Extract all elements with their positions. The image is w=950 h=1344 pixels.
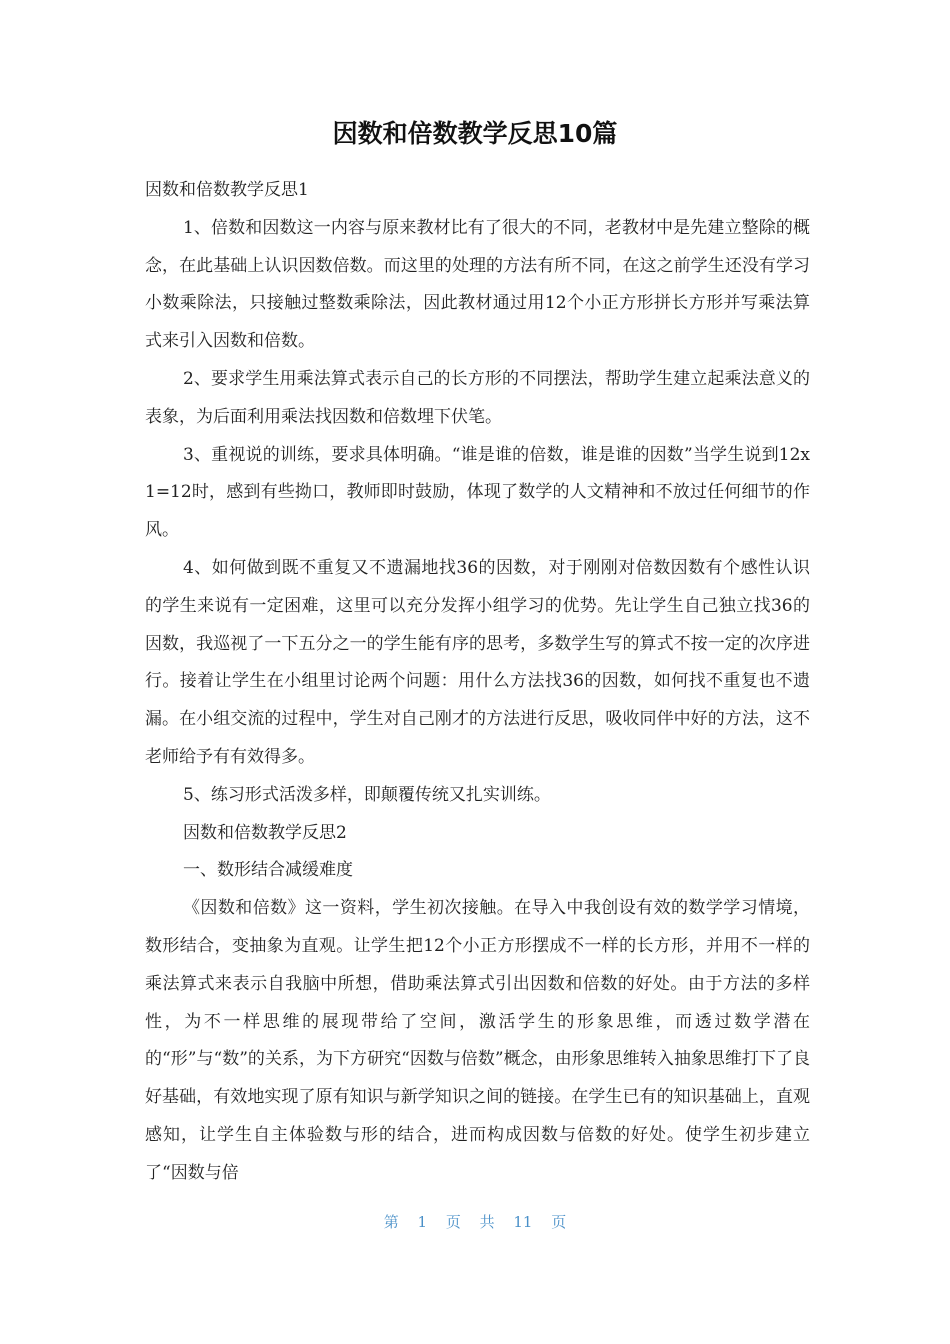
paragraph-subheading-1: 一、数形结合减缓难度 [183, 860, 353, 881]
paragraph-section-heading-1: 因数和倍数教学反思1 [145, 180, 309, 200]
paragraph-point-3: 3、重视说的训练，要求具体明确。“谁是谁的倍数，谁是谁的因数”当学生说到12x1=12时，感到有些拗口，教师即时鼓励，体现了数学的人文精神和不放过任何细节的作风。 [145, 444, 810, 541]
paragraph-point-1: 1、倍数和因数这一内容与原来教材比有了很大的不同，老教材中是先建立整除的概念，在此基础上认识因数倍数。而这里的处理的方法有所不同，在这之前学生还没有学习小数乘除法，只接触过整数乘除法，因此教材通过用12个小正方形拼长方形并写乘法算式来引入因数和倍数。 [145, 217, 810, 352]
document-body [145, 172, 810, 1193]
document-title: 因数和倍数教学反思10篇 [332, 119, 618, 148]
paragraph-point-2: 2、要求学生用乘法算式表示自己的长方形的不同摆法，帮助学生建立起乘法意义的表象，为后面利用乘法找因数和倍数埋下伏笔。 [145, 368, 810, 427]
paragraph-point-4: 4、如何做到既不重复又不遗漏地找36的因数，对于刚刚对倍数因数有个感性认识的学生来说有一定困难，这里可以充分发挥小组学习的优势。先让学生自己独立找36的因数，我巡视了一下五分之一的学生能有序的思考，多数学生写的算式不按一定的次序进行。接着让学生在小组里讨论两个问题：用什么方法找36的因数，如何找不重复也不遗漏。在小组交流的过程中，学生对自己刚才的方法进行反思，吸收同伴中好的方法，这不老师给予有有效得多。 [145, 557, 810, 767]
paragraph-point-5: 5、练习形式活泼多样，即颠覆传统又扎实训练。 [183, 784, 551, 805]
paragraph-body: 《因数和倍数》这一资料，学生初次接触。在导入中我创设有效的数学学习情境，数形结合，变抽象为直观。让学生把12个小正方形摆成不一样的长方形，并用不一样的乘法算式来表示自我脑中所想，借助乘法算式引出因数和倍数的好处。由于方法的多样性，为不一样思维的展现带给了空间，激活学生的形象思维，而透过数学潜在的“形”与“数”的关系，为下方研究“因数与倍数”概念，由形象思维转入抽象思维打下了良好基础，有效地实现了原有知识与新学知识之间的链接。在学生已有的知识基础上，直观感知，让学生自主体验数与形的结合，进而构成因数与倍数的好处。使学生初步建立了“因数与倍 [145, 898, 810, 1183]
page-number-footer: 第 1 页 共 11 页 [383, 1213, 567, 1231]
paragraph-section-heading-2: 因数和倍数教学反思2 [183, 822, 347, 843]
